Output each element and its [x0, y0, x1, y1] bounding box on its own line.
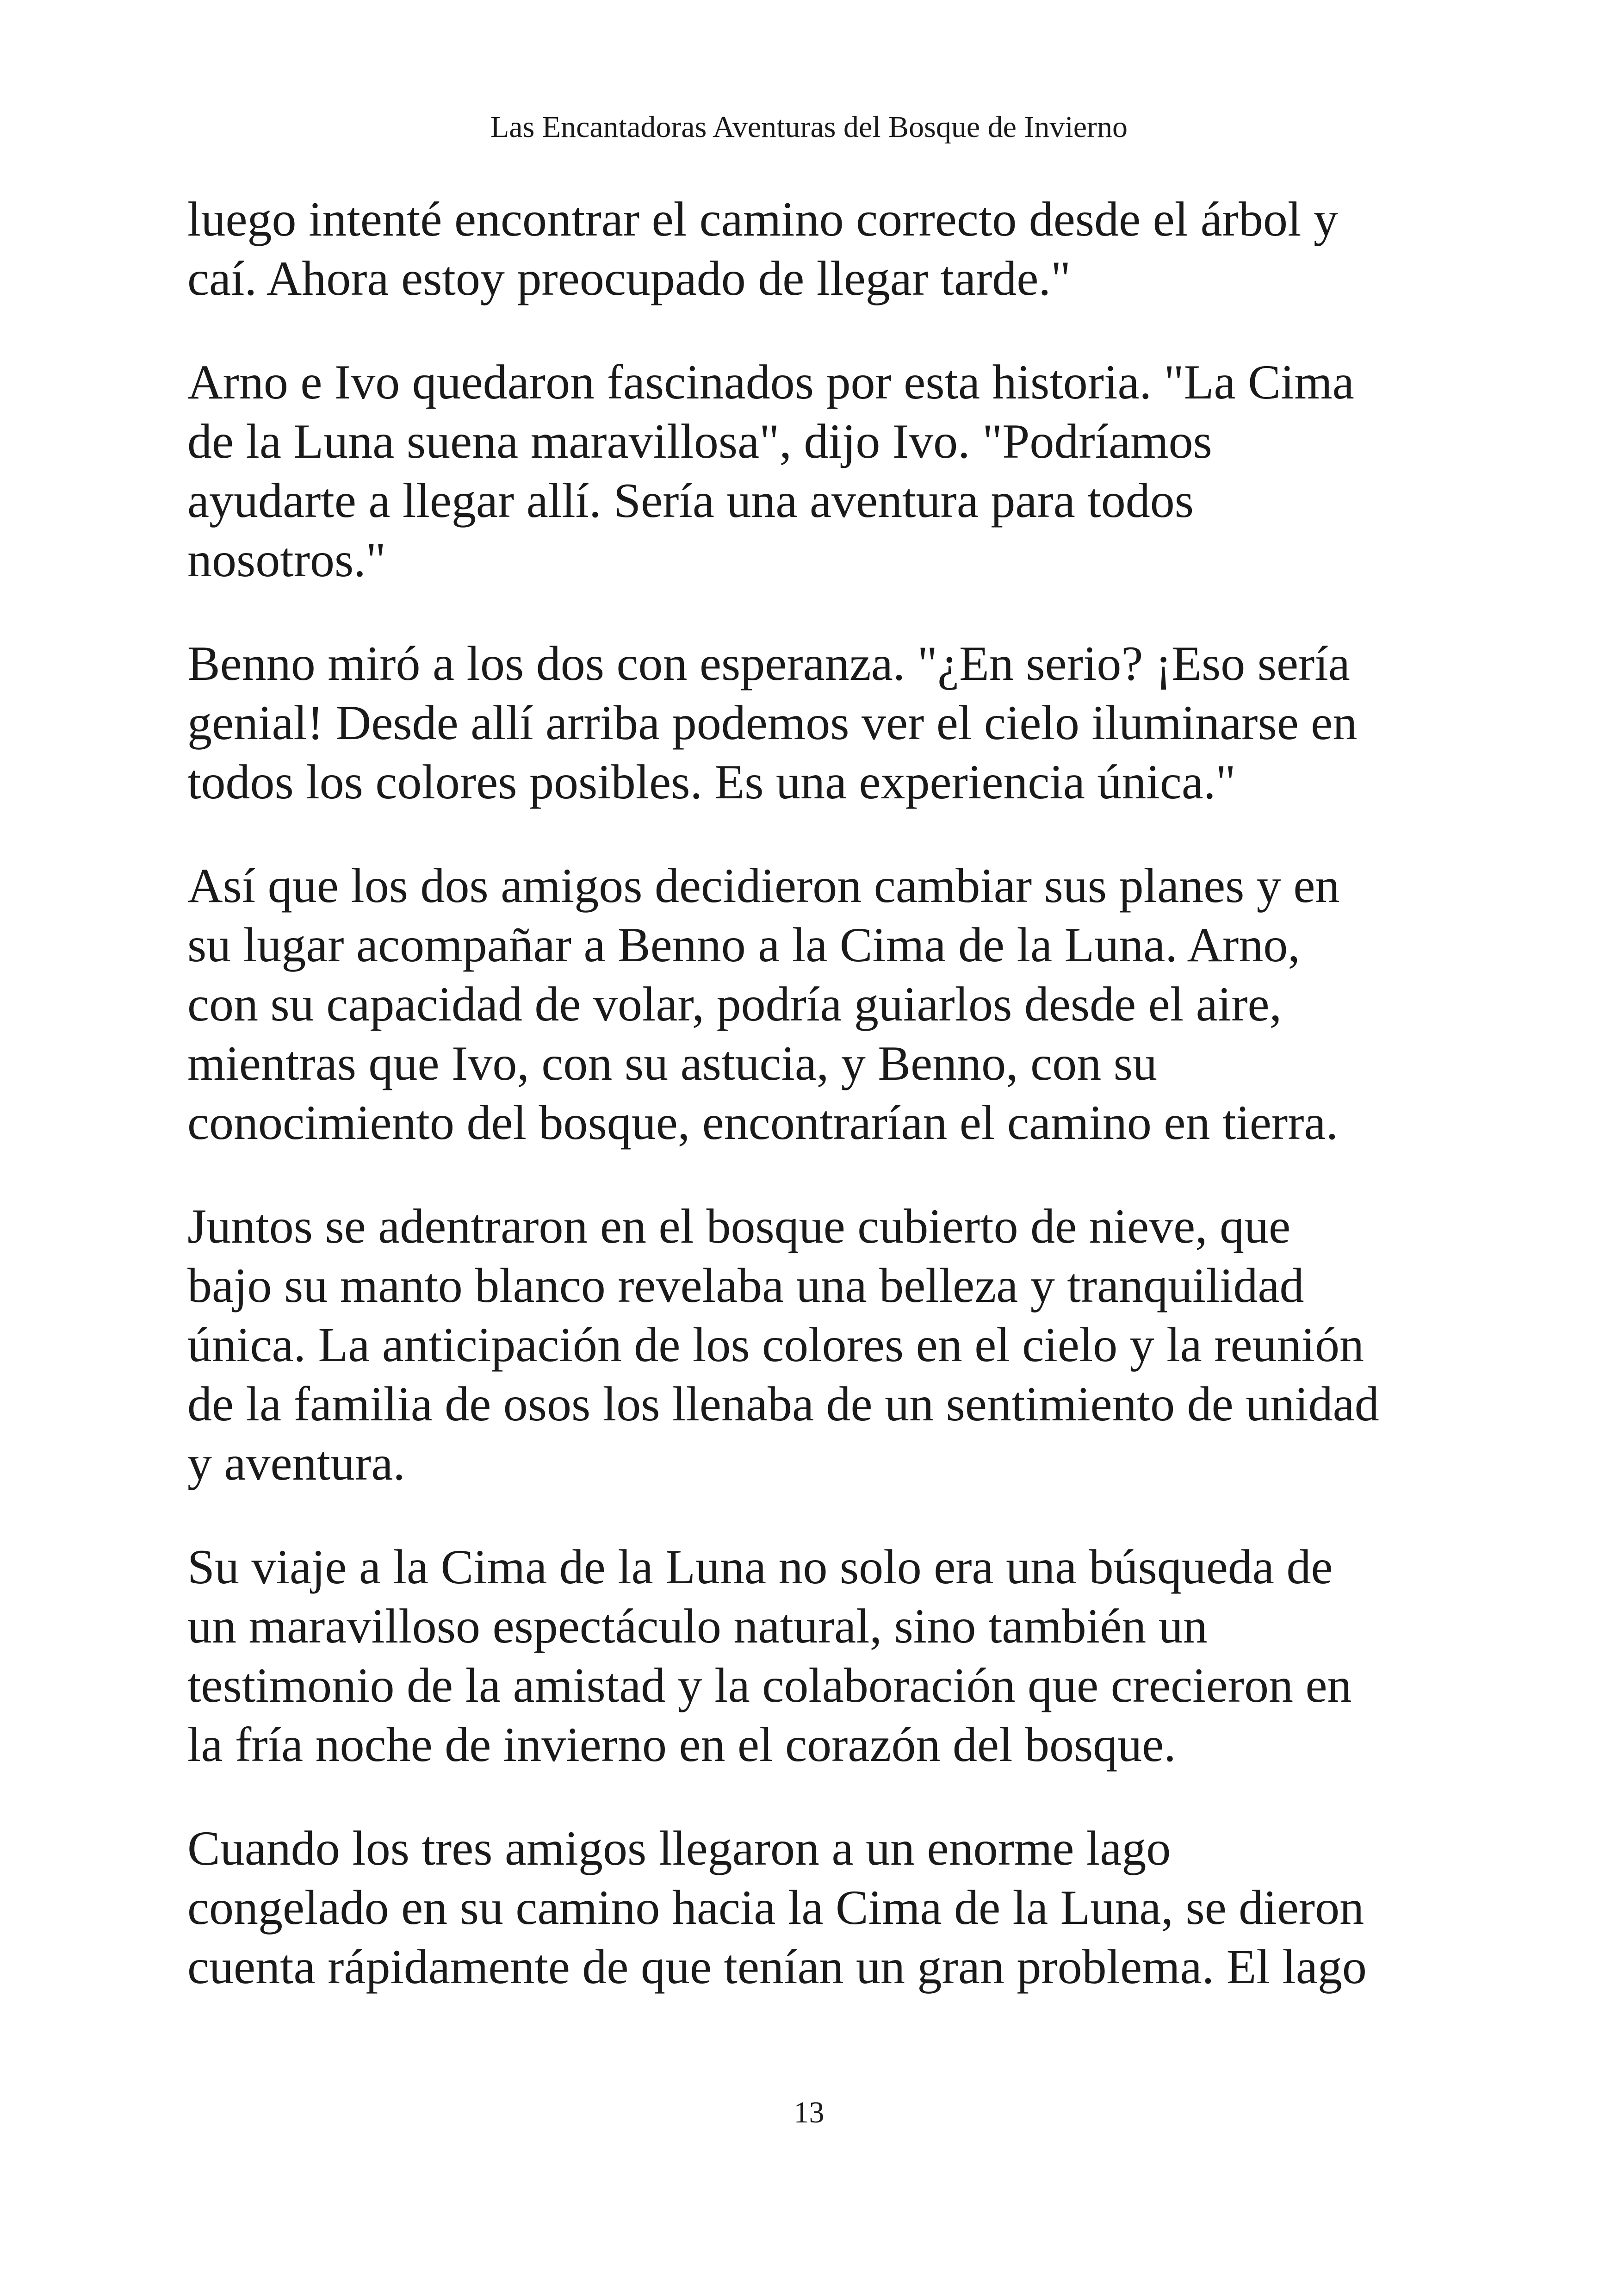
text-line: ayudarte a llegar allí. Sería una aventura para todos [187, 473, 1194, 528]
text-line: Su viaje a la Cima de la Luna no solo era una búsqueda de [187, 1540, 1333, 1594]
text-line: y aventura. [187, 1436, 405, 1490]
text-line: Benno miró a los dos con esperanza. "¿En serio? ¡Eso sería [187, 636, 1350, 691]
paragraph [187, 1819, 1455, 1997]
paragraph [187, 190, 1455, 308]
running-header-title: Las Encantadoras Aventuras del Bosque de Invierno [490, 110, 1128, 144]
paragraph [187, 634, 1455, 812]
body-text [187, 190, 1455, 1997]
text-line: de la Luna suena maravillosa", dijo Ivo. "Podríamos [187, 414, 1212, 468]
text-line: testimonio de la amistad y la colaboración que crecieron en [187, 1658, 1352, 1712]
text-line: con su capacidad de volar, podría guiarlos desde el aire, [187, 977, 1282, 1031]
text-line: de la familia de osos los llenaba de un sentimiento de unidad [187, 1377, 1379, 1431]
text-line: única. La anticipación de los colores en el cielo y la reunión [187, 1318, 1364, 1372]
paragraph [187, 353, 1455, 590]
text-line: congelado en su camino hacia la Cima de la Luna, se dieron [187, 1880, 1364, 1935]
text-line: bajo su manto blanco revelaba una belleza y tranquilidad [187, 1258, 1304, 1313]
text-line: cuenta rápidamente de que tenían un gran problema. El lago [187, 1940, 1367, 1994]
paragraph [187, 1197, 1455, 1493]
paragraph [187, 1537, 1455, 1774]
text-line: genial! Desde allí arriba podemos ver el cielo iluminarse en [187, 696, 1358, 750]
text-line: la fría noche de invierno en el corazón del bosque. [187, 1717, 1176, 1772]
text-line: un maravilloso espectáculo natural, sino también un [187, 1599, 1208, 1653]
text-line: luego intenté encontrar el camino correcto desde el árbol y [187, 192, 1338, 246]
paragraph [187, 856, 1455, 1152]
text-line: mientras que Ivo, con su astucia, y Benno, con su [187, 1036, 1157, 1090]
text-line: Así que los dos amigos decidieron cambiar sus planes y en [187, 859, 1340, 913]
text-line: Juntos se adentraron en el bosque cubierto de nieve, que [187, 1199, 1291, 1253]
text-line: todos los colores posibles. Es una experiencia única." [187, 755, 1236, 809]
text-line: caí. Ahora estoy preocupado de llegar tarde." [187, 251, 1071, 305]
page-number: 13 [794, 2096, 824, 2129]
text-line: Cuando los tres amigos llegaron a un enorme lago [187, 1821, 1171, 1875]
text-line: nosotros." [187, 533, 386, 587]
text-line: Arno e Ivo quedaron fascinados por esta historia. "La Cima [187, 355, 1354, 409]
text-line: su lugar acompañar a Benno a la Cima de la Luna. Arno, [187, 918, 1300, 972]
text-line: conocimiento del bosque, encontrarían el camino en tierra. [187, 1095, 1339, 1150]
